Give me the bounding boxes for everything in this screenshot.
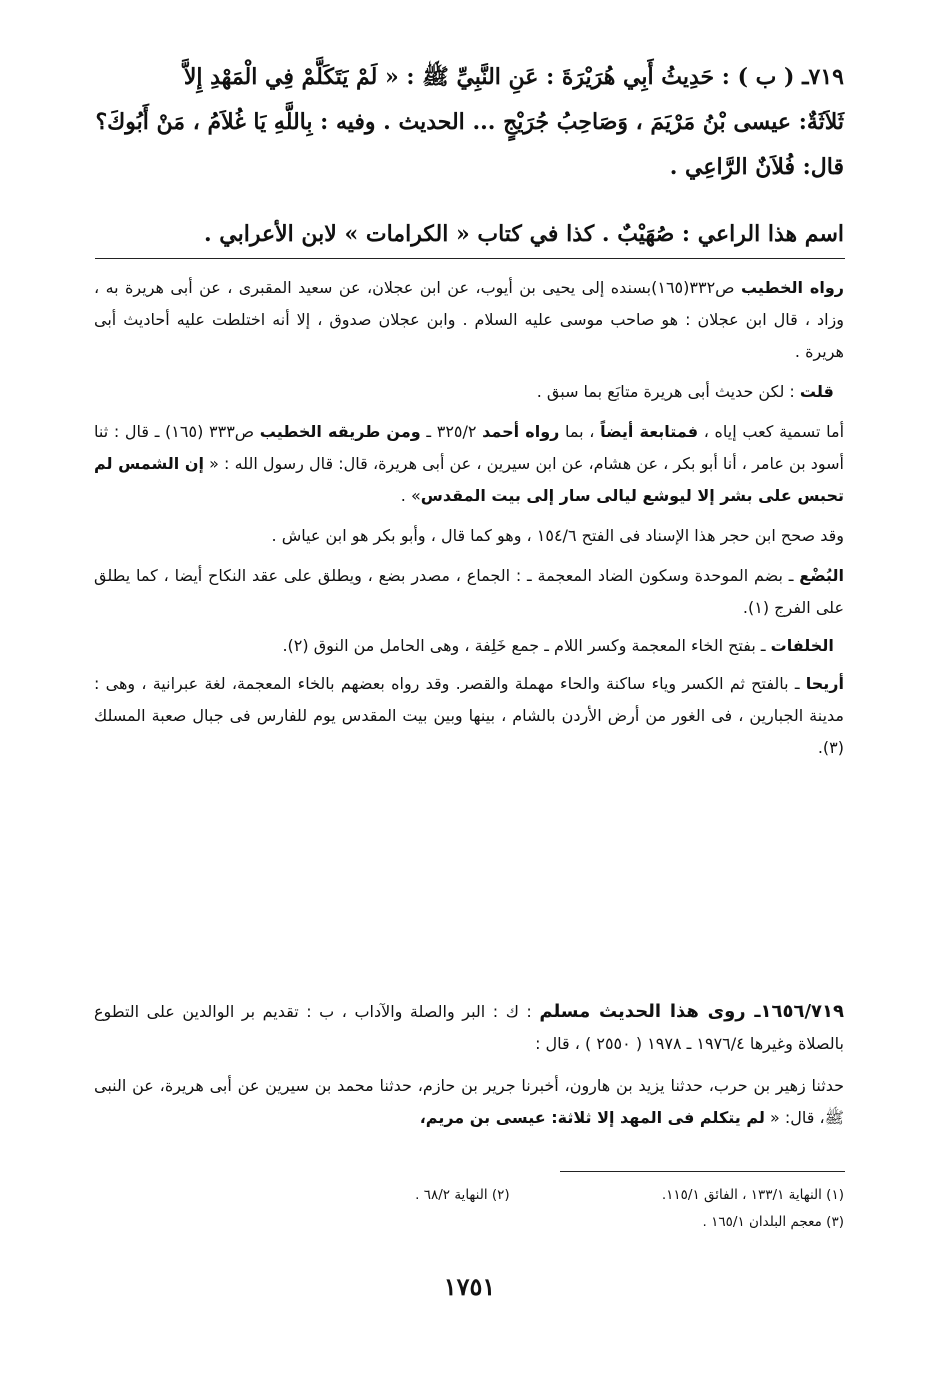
footnote-divider	[560, 1171, 845, 1172]
footnotes-row-2	[94, 1209, 844, 1235]
second-narration	[94, 996, 844, 1134]
section-divider	[95, 258, 845, 259]
hadith-text	[94, 55, 844, 190]
commentary-paragraph: الخلفات ـ بفتح الخاء المعجمة وكسر اللام ـ جمع خَلِفة ، وهى الحامل من النوق (٢).	[282, 636, 834, 655]
narration-heading: ١٦٥٦/٧١٩ـ روى هذا الحديث مسلم : ك : البر والصلة والآداب ، ب : تقديم بر الوالدين على التطوع بالصلاة وغيرها ١٩٧٦/٤ ـ ١٩٧٨ ( ٢٥٥٠ ) ، قال :	[94, 1001, 844, 1053]
commentary-paragraph: أريحا ـ بالفتح ثم الكسر وياء ساكنة والحاء مهملة والقصر. وقد رواه بعضهم بالخاء المعجمة، لغة عبرانية ، وهى : مدينة الجبارين ، فى الغور من أرض الأردن بالشام ، بينها وبين بيت المقدس يوم للفارس فى جبال صعبة المسلك (٣).	[94, 674, 844, 757]
footnote-2: (٢) النهاية ٦٨/٢ .	[415, 1187, 510, 1203]
commentary-paragraph: قلت : لكن حديث أبى هريرة متابَع بما سبق .	[536, 382, 834, 401]
hadith-line-3: قال: فُلاَنٌ الرَّاعِي .	[669, 154, 844, 180]
commentary-paragraph: البُضْع ـ بضم الموحدة وسكون الضاد المعجمة ـ : الجماع ، مصدر بضع ، ويطلق على عقد النكاح أيضا ، كما يطلق على الفرج (١).	[94, 566, 844, 617]
footnote-3: (٣) معجم البلدان ١٦٥/١ .	[702, 1214, 844, 1230]
commentary-paragraph: وقد صحح ابن حجر هذا الإسناد فى الفتح ١٥٤/٦ ، وهو كما قال ، وأبو بكر هو ابن عياش .	[271, 526, 844, 545]
hadith-line-1: ٧١٩ـ ( ب ) : حَدِيثُ أَبِي هُرَيْرَةَ : عَنِ النَّبِيِّ ﷺ : « لَمْ يَتَكَلَّمْ فِي الْمَهْدِ إِلاَّ	[183, 64, 844, 90]
commentary-paragraph: أما تسمية كعب إياه ، فمتابعة أيضاً ، بما رواه أحمد ٣٢٥/٢ ـ ومن طريقه الخطيب ص٣٣٣ (١٦٥) ـ قال : ثنا أسود بن عامر ، أنا أبو بكر ، عن هشام، عن ابن سيرين ، عن أبى هريرة، قال: قال رسول الله : « إن الشمس لم تحبس على بشر إلا ليوشع ليالى سار إلى بيت المقدس» .	[94, 422, 845, 505]
narration-body: حدثنا زهير بن حرب، حدثنا يزيد بن هارون، أخبرنا جرير بن حازم، حدثنا محمد بن سيرين عن أبى هريرة، عن النبى ﷺ، قال: « لم يتكلم فى المهد إلا ثلاثة: عيسى بن مريم،	[94, 1076, 844, 1127]
footnotes-row-1	[94, 1182, 844, 1208]
commentary-paragraph: رواه الخطيب ص٣٣٢(١٦٥)بسنده إلى يحيى بن أيوب، عن ابن عجلان، عن سعيد المقبرى ، عن أبى هريرة به ، وزاد ، قال ابن عجلان : هو صاحب موسى عليه السلام . وابن عجلان صدوق ، إلا أنه اختلطت عليه أحاديث أبى هريرة .	[94, 278, 845, 361]
page-number: ١٧٥١	[443, 1272, 496, 1301]
footnote-1: (١) النهاية ١٣٣/١ ، الفائق ١١٥/١.	[661, 1187, 844, 1203]
hadith-note: اسم هذا الراعي : صُهَيْبٌ . كذا في كتاب « الكرامات » لابن الأعرابي .	[203, 221, 844, 247]
hadith-line-2: ثَلاَثَةٌ: عيسى بْنُ مَرْيَمَ ، وَصَاحِبُ جُرَيْجٍ ... الحديث . وفيه : بِاللَّهِ يَا غُلاَمُ ، مَنْ أَبُوكَ؟	[95, 109, 844, 135]
commentary	[94, 272, 844, 764]
